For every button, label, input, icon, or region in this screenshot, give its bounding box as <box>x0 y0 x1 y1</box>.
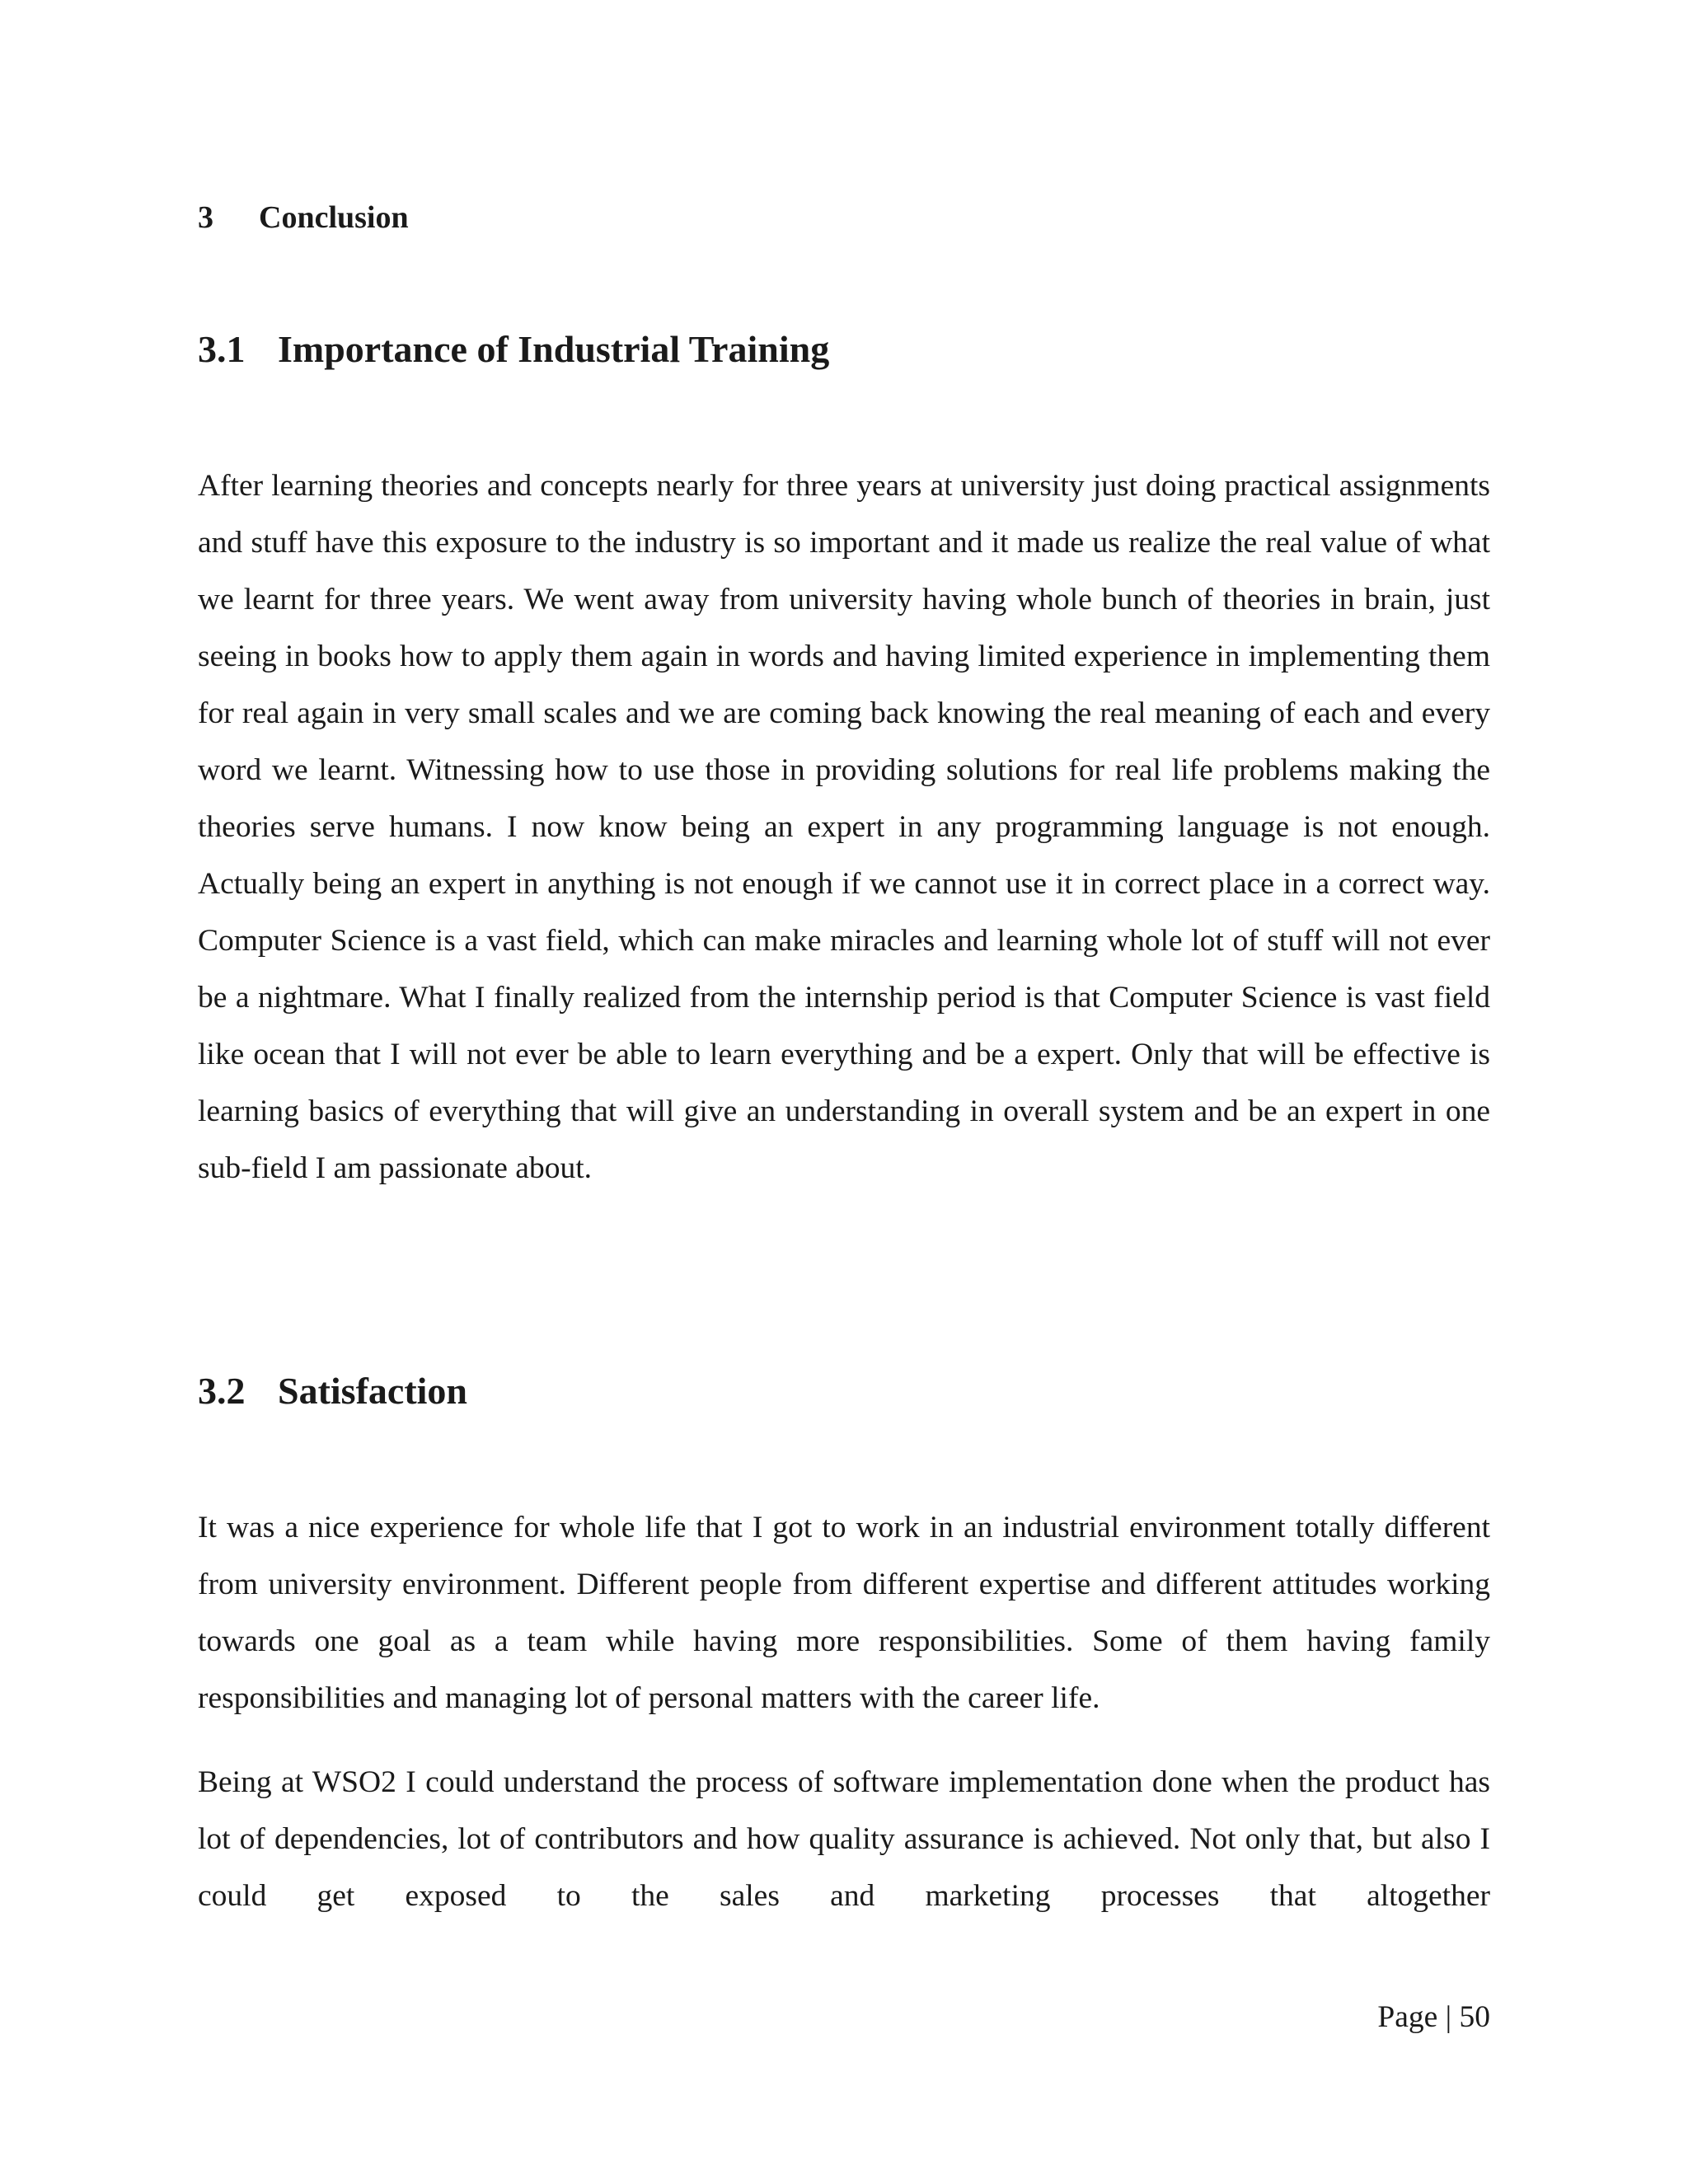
paragraph-satisfaction-1: It was a nice experience for whole life that I got to work in an industrial environment totally different from university environment. Different people from different expertise and different attitudes working towards one goal as a team while having more responsibilities. Some of them having family responsibilities and managing lot of personal matters with the career life. <box>198 1511 1490 1715</box>
section-number: 3.1 <box>198 328 246 370</box>
section-title: Importance of Industrial Training <box>278 328 830 370</box>
section-heading-importance <box>198 325 829 374</box>
chapter-number: 3 <box>198 200 213 235</box>
section-title: Satisfaction <box>278 1370 467 1412</box>
chapter-heading <box>198 196 409 239</box>
chapter-title: Conclusion <box>259 200 409 235</box>
page-number-footer: Page | 50 <box>1377 2000 1490 2034</box>
paragraph-importance: After learning theories and concepts nearly for three years at university just doing practical assignments and stuff have this exposure to the industry is so important and it made us realize the real value of what we learnt for three years. We went away from university having whole bunch of theories in brain, just seeing in books how to apply them again in words and having limited experience in implementing them for real again in very small scales and we are coming back knowing the real meaning of each and every word we learnt. Witnessing how to use those in providing solutions for real life problems making the theories serve humans. I now know being an expert in any programming language is not enough. Actually being an expert in anything is not enough if we cannot use it in correct place in a correct way. Computer Science is a vast field, which can make miracles and learning whole lot of stuff will not ever be a nightmare. What I finally realized from the internship period is that Computer Science is vast field like ocean that I will not ever be able to learn everything and be a expert. Only that will be effective is learning basics of everything that will give an understanding in overall system and be an expert in one sub-field I am passionate about. <box>198 469 1490 1185</box>
section-heading-satisfaction <box>198 1366 467 1416</box>
section-number: 3.2 <box>198 1370 246 1412</box>
paragraph-satisfaction-2: Being at WSO2 I could understand the process of software implementation done when the product has lot of dependencies, lot of contributors and how quality assurance is achieved. Not only that, but also I could get exposed to the sales and marketing processes that altogether <box>198 1765 1490 1913</box>
